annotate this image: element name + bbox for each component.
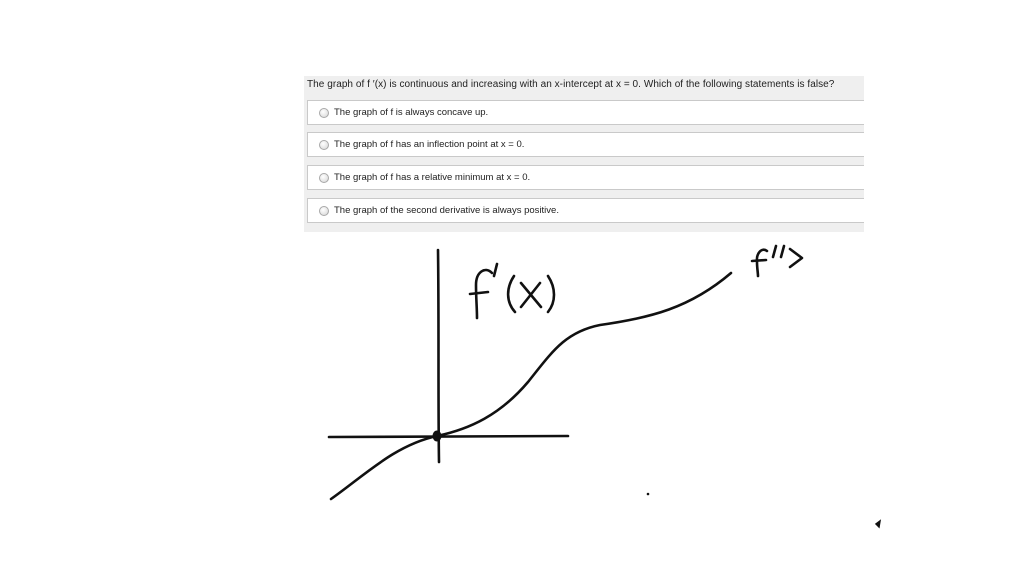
handwritten-annotation [752,246,802,276]
question-text: The graph of f ′(x) is continuous and increasing with an x-intercept at x = 0. Which of the following statements is false? [307,79,835,90]
cursor-mark [876,521,880,527]
handwritten-curve-label [470,264,554,318]
y-axis [438,250,439,462]
x-axis [329,436,568,437]
answer-option-label: The graph of the second derivative is always positive. [334,205,559,216]
intercept-point [433,431,442,442]
answer-option-label: The graph of f has a relative minimum at x = 0. [334,172,531,183]
answer-option-label: The graph of f has an inflection point at x = 0. [334,139,525,150]
derivative-curve [331,273,731,499]
stray-dot [647,493,650,496]
answer-option-label: The graph of f is always concave up. [334,107,489,118]
